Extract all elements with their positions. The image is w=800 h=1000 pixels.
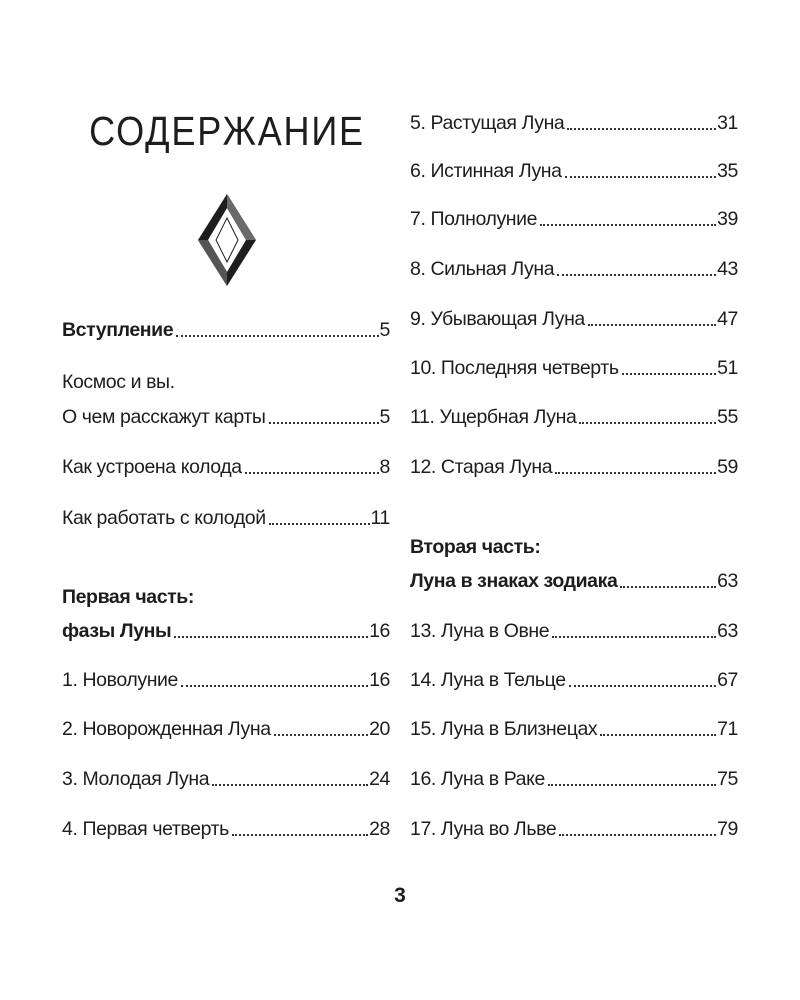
leader-dots: [548, 784, 716, 786]
section-heading: Вторая часть:: [410, 536, 541, 558]
toc-entry[interactable]: [410, 257, 738, 281]
toc-entry-deck[interactable]: [62, 455, 390, 479]
toc-entry-title: 2. Новорожденная Луна: [62, 718, 271, 740]
toc-page-number: 55: [717, 406, 738, 428]
leader-dots: [269, 422, 379, 424]
toc-entry-title: 3. Молодая Луна: [62, 768, 210, 790]
toc-entry-title: 5. Растущая Луна: [410, 112, 565, 134]
toc-entry-cosmos[interactable]: [62, 405, 390, 429]
section-heading: Первая часть:: [62, 586, 194, 608]
toc-entry-title: 7. Полнолуние: [410, 208, 538, 230]
toc-page-number: 71: [717, 718, 738, 740]
toc-entry-title: 16. Луна в Раке: [410, 768, 545, 790]
toc-page-number: 39: [717, 208, 738, 230]
leader-dots: [579, 422, 716, 424]
toc-page-number: 11: [370, 507, 390, 529]
toc-entry-intro[interactable]: [62, 318, 390, 342]
toc-entry-title: Вступление: [62, 319, 174, 341]
toc-entry-title: 6. Истинная Луна: [410, 160, 562, 182]
toc-page-number: 24: [369, 768, 390, 790]
leader-dots: [540, 224, 716, 226]
toc-entry[interactable]: [410, 207, 738, 231]
toc-page-number: 79: [717, 818, 738, 840]
toc-entry-title: фазы Луны: [62, 620, 172, 642]
toc-entry-title: 1. Новолуние: [62, 669, 178, 691]
leader-dots: [552, 636, 716, 638]
toc-page-number: 8: [379, 456, 390, 478]
toc-entry-title: 4. Первая четверть: [62, 818, 229, 840]
leader-dots: [600, 734, 716, 736]
toc-page-number: 31: [717, 112, 738, 134]
toc-entry[interactable]: [410, 356, 738, 380]
toc-page-number: 75: [717, 768, 738, 790]
leader-dots: [569, 685, 716, 687]
leader-dots: [567, 128, 716, 130]
leader-dots: [622, 373, 717, 375]
toc-entry-title: 14. Луна в Тельце: [410, 669, 566, 691]
toc-entry-title: О чем расскажут карты: [62, 406, 266, 428]
toc-entry-title: Как устроена колода: [62, 456, 242, 478]
toc-entry-line: Космос и вы.: [62, 371, 175, 393]
toc-page-number: 20: [369, 718, 390, 740]
leader-dots: [176, 335, 378, 337]
toc-page-number: 5: [379, 406, 390, 428]
leader-dots: [555, 472, 716, 474]
page-title: СОДЕРЖАНИЕ: [89, 108, 365, 154]
toc-page-number: 63: [717, 620, 738, 642]
toc-page-number: 43: [717, 258, 738, 280]
leader-dots: [232, 834, 368, 836]
leader-dots: [620, 586, 716, 588]
toc-entry[interactable]: [410, 111, 738, 135]
toc-page-number: 63: [717, 570, 738, 592]
toc-entry-part2[interactable]: [410, 569, 738, 593]
leader-dots: [559, 834, 716, 836]
leader-dots: [181, 685, 368, 687]
toc-entry-title: 17. Луна во Льве: [410, 818, 557, 840]
toc-entry[interactable]: [62, 668, 390, 692]
toc-entry[interactable]: [410, 307, 738, 331]
toc-entry[interactable]: [62, 817, 390, 841]
toc-entry[interactable]: [62, 767, 390, 791]
toc-entry[interactable]: [410, 817, 738, 841]
toc-entry[interactable]: [410, 767, 738, 791]
toc-page-number: 51: [717, 357, 738, 379]
toc-entry-title: 11. Ущербная Луна: [410, 406, 577, 428]
toc-entry[interactable]: [410, 668, 738, 692]
toc-entry-title: 9. Убывающая Луна: [410, 308, 585, 330]
leader-dots: [245, 472, 379, 474]
toc-entry-title: 13. Луна в Овне: [410, 620, 550, 642]
toc-page-number: 67: [717, 669, 738, 691]
toc-entry[interactable]: [62, 717, 390, 741]
leader-dots: [588, 324, 716, 326]
toc-entry-work[interactable]: [62, 506, 390, 530]
leader-dots: [269, 523, 370, 525]
toc-entry[interactable]: [410, 405, 738, 429]
toc-entry-title: Как работать с колодой: [62, 507, 266, 529]
toc-entry-title: 12. Старая Луна: [410, 456, 553, 478]
leader-dots: [557, 274, 716, 276]
toc-page-number: 16: [369, 620, 390, 642]
toc-entry[interactable]: [410, 717, 738, 741]
toc-entry[interactable]: [410, 159, 738, 183]
toc-page-number: 59: [717, 456, 738, 478]
leader-dots: [212, 784, 368, 786]
diamond-ornament-icon: [196, 192, 258, 288]
leader-dots: [565, 176, 717, 178]
toc-page-number: 16: [369, 669, 390, 691]
toc-page-number: 5: [379, 319, 390, 341]
leader-dots: [174, 636, 368, 638]
toc-entry-title: 15. Луна в Близнецах: [410, 718, 598, 740]
toc-page-number: 35: [717, 160, 738, 182]
toc-entry-title: Луна в знаках зодиака: [410, 570, 618, 592]
toc-entry[interactable]: [410, 619, 738, 643]
toc-entry[interactable]: [410, 455, 738, 479]
toc-entry-part1[interactable]: [62, 619, 390, 643]
toc-page-number: 47: [717, 308, 738, 330]
toc-entry-title: 10. Последняя четверть: [410, 357, 619, 379]
toc-entry-title: 8. Сильная Луна: [410, 258, 555, 280]
toc-page-number: 28: [369, 818, 390, 840]
page-number: 3: [394, 884, 406, 907]
leader-dots: [274, 734, 368, 736]
